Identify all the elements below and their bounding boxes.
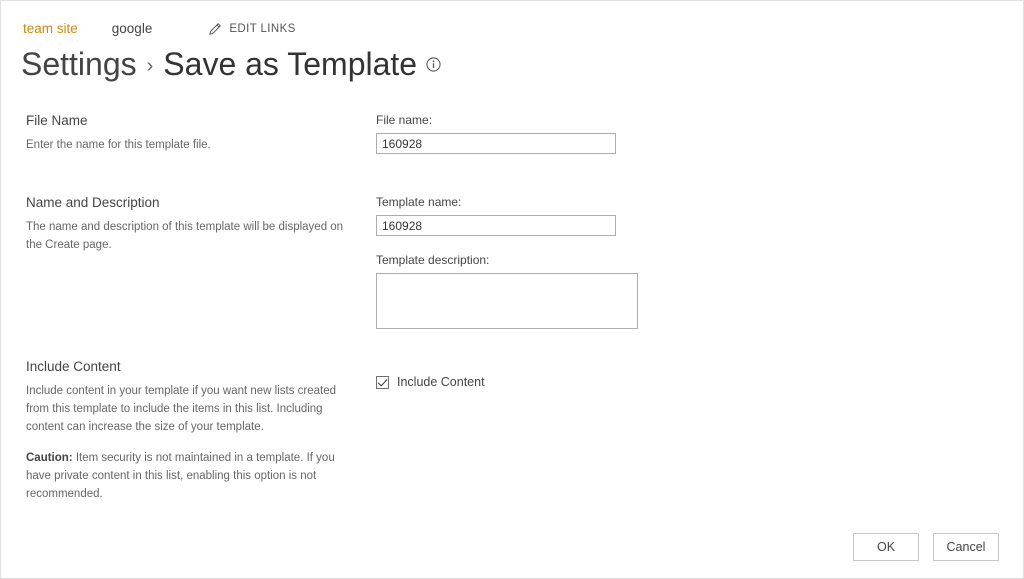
nav-link-google[interactable]: google — [111, 21, 153, 36]
section-file-name-right — [376, 113, 696, 154]
section-name-description-description: The name and description of this template will be displayed on the Create page. — [26, 221, 344, 251]
footer-buttons — [853, 533, 999, 561]
section-name-description-left — [26, 195, 356, 255]
include-content-checkbox[interactable] — [376, 376, 389, 389]
edit-links-label: EDIT LINKS — [229, 22, 296, 35]
section-include-content-description-1: Include content in your template if you want new lists created from this template to include the items in this list. Including content can increase the size of your template. — [26, 385, 337, 433]
page-title-text: Save as Template — [163, 46, 418, 82]
nav-link-team-site[interactable]: team site — [23, 21, 78, 36]
cancel-button[interactable]: Cancel — [933, 533, 999, 561]
section-include-content-left — [26, 359, 356, 504]
top-navigation — [23, 21, 296, 36]
section-name-description-title: Name and Description — [26, 195, 160, 210]
section-include-content-title: Include Content — [26, 359, 121, 374]
section-name-description-right — [376, 195, 696, 329]
file-name-input[interactable] — [376, 133, 616, 154]
template-description-label: Template description: — [376, 253, 490, 267]
caution-label: Caution: — [26, 452, 73, 465]
edit-links-button[interactable] — [208, 22, 295, 36]
section-file-name-title: File Name — [26, 113, 88, 128]
pencil-icon — [208, 22, 222, 36]
template-name-label: Template name: — [376, 195, 462, 209]
section-include-content-right — [376, 375, 696, 389]
template-description-textarea[interactable] — [376, 273, 638, 329]
info-icon[interactable] — [426, 57, 441, 72]
section-file-name-description: Enter the name for this template file. — [26, 139, 211, 151]
page-title — [21, 45, 441, 83]
breadcrumb-separator: › — [146, 55, 154, 77]
breadcrumb-settings[interactable]: Settings — [21, 46, 137, 82]
file-name-label: File name: — [376, 113, 433, 127]
include-content-checkbox-row[interactable] — [376, 375, 696, 389]
ok-button[interactable]: OK — [853, 533, 919, 561]
caution-text: Item security is not maintained in a template. If you have private content in this list, enabling this option is not recommended. — [26, 452, 335, 501]
include-content-checkbox-label: Include Content — [397, 375, 485, 389]
section-include-content-caution — [26, 450, 356, 503]
template-name-input[interactable] — [376, 215, 616, 236]
section-file-name-left — [26, 113, 356, 155]
